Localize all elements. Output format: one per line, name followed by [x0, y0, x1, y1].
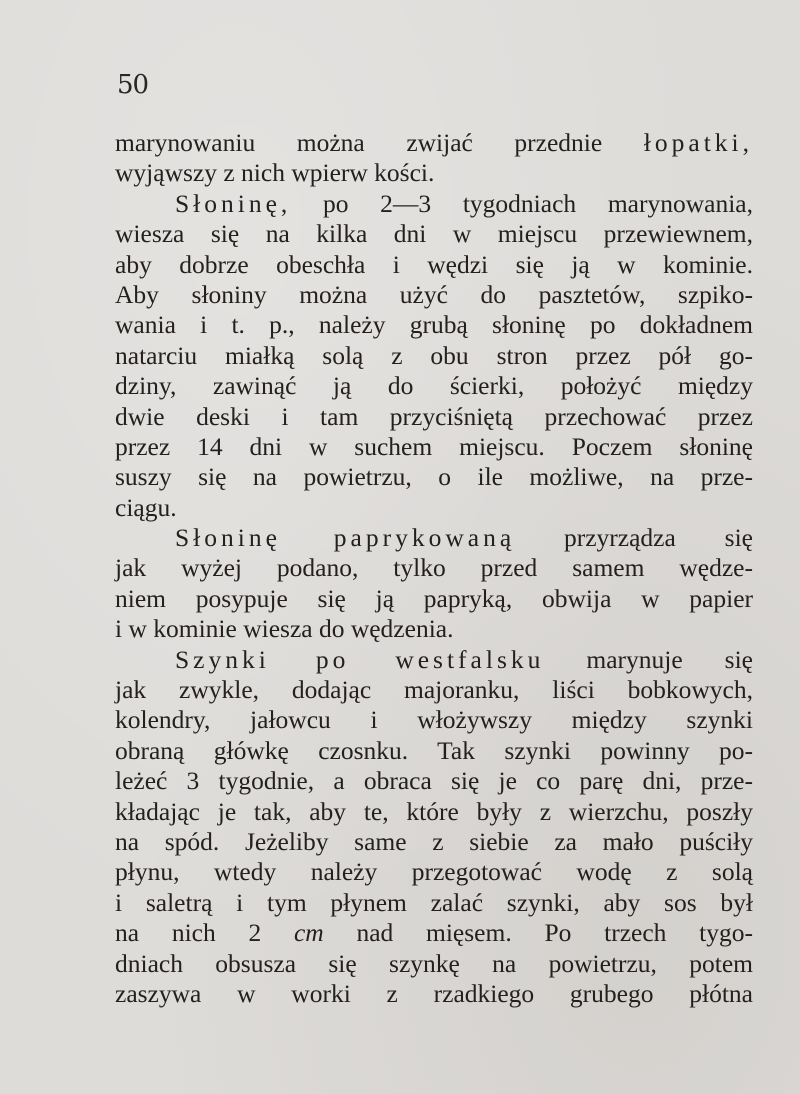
body-text	[115, 128, 753, 1009]
text-line	[115, 614, 753, 644]
text-line	[115, 371, 753, 401]
text-fragment: na spód. Jeżeliby same z siebie za mało puściły	[115, 826, 753, 856]
text-fragment: marynowaniu można zwijać przednie	[115, 128, 644, 157]
text-line	[115, 888, 753, 918]
text-fragment: dniach obsusza się szynkę na powietrzu, potem	[115, 948, 753, 978]
text-fragment: niem posypuje się ją papryką, obwija w papier	[115, 583, 753, 613]
text-line	[115, 462, 753, 492]
text-fragment: po 2—3 tygodniach marynowania,	[291, 188, 753, 218]
text-fragment: wiesza się na kilka dni w miejscu przewiewnem,	[115, 219, 753, 249]
text-fragment: dziny, zawinąć ją do ścierki, położyć między	[115, 371, 753, 401]
text-line	[115, 523, 753, 553]
text-line	[115, 219, 753, 249]
text-fragment: płynu, wtedy należy przegotować wodę z solą	[115, 857, 753, 887]
text-line	[115, 158, 753, 188]
text-line	[115, 432, 753, 462]
text-fragment: dwie deski i tam przyciśniętą przechować przez	[115, 401, 753, 431]
text-line	[115, 553, 753, 583]
text-fragment: kolendry, jałowcu i włożywszy między szynki	[115, 705, 753, 735]
text-line	[115, 128, 753, 158]
text-line	[115, 705, 753, 735]
text-line	[115, 402, 753, 432]
text-fragment: Słoninę paprykowaną	[175, 523, 516, 553]
text-fragment: kładając je tak, aby te, które były z wierzchu, poszły	[115, 796, 753, 826]
text-fragment: zaszywa w worki z rzadkiego grubego płótna	[115, 978, 753, 1008]
page-number: 50	[117, 70, 149, 100]
text-fragment: suszy się na powietrzu, o ile możliwe, na prze-	[115, 462, 753, 492]
text-fragment: Aby słoniny można użyć do pasztetów, szpiko-	[115, 279, 753, 309]
text-fragment: Słoninę,	[175, 188, 292, 218]
text-fragment: wyjąwszy z nich wpierw kości.	[115, 158, 435, 188]
text-line	[115, 584, 753, 614]
text-line	[115, 280, 753, 310]
text-fragment: cm	[293, 918, 324, 948]
text-line	[115, 827, 753, 857]
text-line	[115, 857, 753, 887]
text-line	[115, 310, 753, 340]
text-fragment: i saletrą i tym płynem zalać szynki, aby sos był	[115, 887, 753, 917]
text-fragment: aby dobrze obeschła i wędzi się ją w kominie.	[115, 249, 753, 279]
text-fragment: natarciu miałką solą z obu stron przez pół go-	[115, 340, 753, 370]
text-fragment: jak wyżej podano, tylko przed samem wędze-	[115, 553, 753, 583]
text-fragment: jak zwykle, dodając majoranku, liści bobkowych,	[115, 675, 753, 705]
text-fragment: obraną główkę czosnku. Tak szynki powinny po-	[115, 735, 753, 765]
text-fragment: przez 14 dni w suchem miejscu. Poczem słoninę	[115, 431, 753, 461]
text-fragment: marynuje się	[544, 644, 753, 674]
text-line	[115, 675, 753, 705]
text-line	[115, 736, 753, 766]
text-fragment: i w kominie wiesza do wędzenia.	[115, 614, 454, 644]
text-line	[115, 189, 753, 219]
text-fragment: Szynki po westfalsku	[175, 644, 545, 674]
text-line	[115, 918, 753, 948]
text-line	[115, 949, 753, 979]
text-fragment: leżeć 3 tygodnie, a obraca się je co parę dni, prze-	[115, 766, 753, 796]
text-fragment: nad mięsem. Po trzech tygo-	[323, 918, 753, 948]
text-fragment: ciągu.	[115, 492, 177, 522]
text-line	[115, 341, 753, 371]
text-fragment: na nich 2	[115, 918, 294, 948]
text-fragment: wania i t. p., należy grubą słoninę po dokładnem	[115, 310, 753, 340]
text-fragment: przyrządza się	[515, 523, 753, 553]
text-line	[115, 250, 753, 280]
text-line	[115, 979, 753, 1009]
text-line	[115, 766, 753, 796]
text-line	[115, 645, 753, 675]
text-line	[115, 797, 753, 827]
text-line	[115, 493, 753, 523]
text-fragment: łopatki,	[643, 128, 753, 157]
